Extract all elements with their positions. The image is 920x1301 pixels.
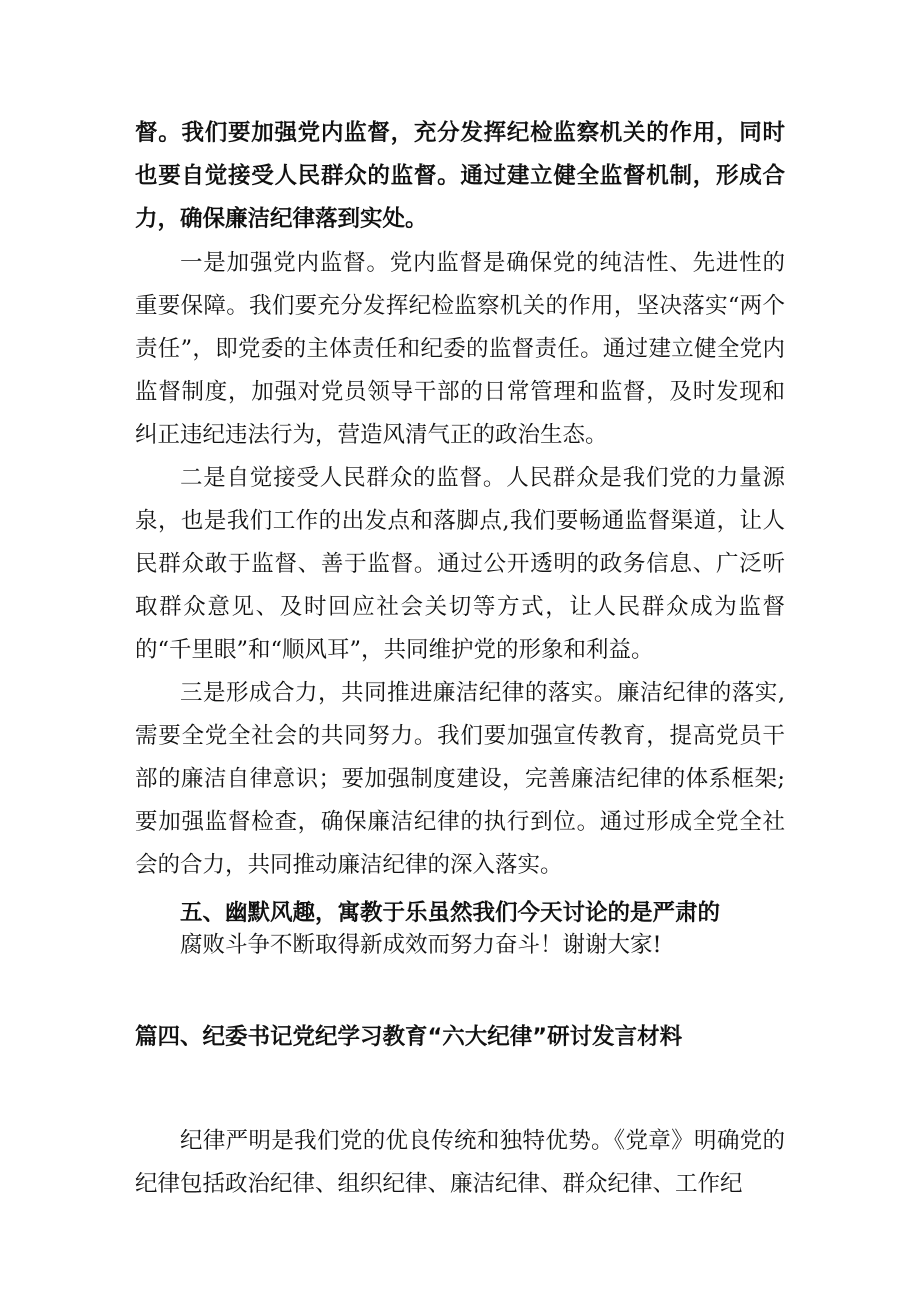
paragraph-supervision-intro: 督。我们要加强党内监督，充分发挥纪检监察机关的作用，同时也要自觉接受人民群众的监督。通过建立健全监督机制，形成合力，确保廉洁纪律落到实处。 [135,120,785,232]
paragraph-discipline-intro: 纪律严明是我们党的优良传统和独特优势。《党章》明确党的纪律包括政治纪律、组织纪律、廉洁纪律、群众纪律、工作纪 [135,1128,785,1197]
paragraph-public-supervision: 二是自觉接受人民群众的监督。人民群众是我们党的力量源泉，也是我们工作的出发点和落脚点,我们要畅通监督渠道，让人民群众敢于监督、善于监督。通过公开透明的政务信息、广泛听取群众意见、及时回应社会关切等方式，让人民群众成为监督的“千里眼”和“顺风耳”，共同维护党的形象和利益。 [135,465,785,663]
article-title: 篇四、纪委书记党纪学习教育“六大纪律”研讨发言材料 [135,1024,683,1050]
paragraph-inner-party-supervision: 一是加强党内监督。党内监督是确保党的纯洁性、先进性的重要保障。我们要充分发挥纪检监察机关的作用，坚决落实“两个责任”，即党委的主体责任和纪委的监督责任。通过建立健全党内监督制度，加强对党员领导干部的日常管理和监督，及时发现和纠正违纪违法行为，营造风清气正的政治生态。 [135,250,785,448]
section-heading-humor: 五、幽默风趣，寓教于乐虽然我们今天讨论的是严肃的 [180,900,721,926]
paragraph-joint-effort: 三是形成合力，共同推进廉洁纪律的落实。廉洁纪律的落实,需要全党全社会的共同努力。我们要加强宣传教育，提高党员干部的廉洁自律意识；要加强制度建设，完善廉洁纪律的体系框架;要加强监督检查，确保廉洁纪律的执行到位。通过形成全党全社会的合力，共同推动廉洁纪律的深入落实。 [135,680,785,878]
paragraph-closing: 腐败斗争不断取得新成效而努力奋斗！谢谢大家! [180,932,662,958]
